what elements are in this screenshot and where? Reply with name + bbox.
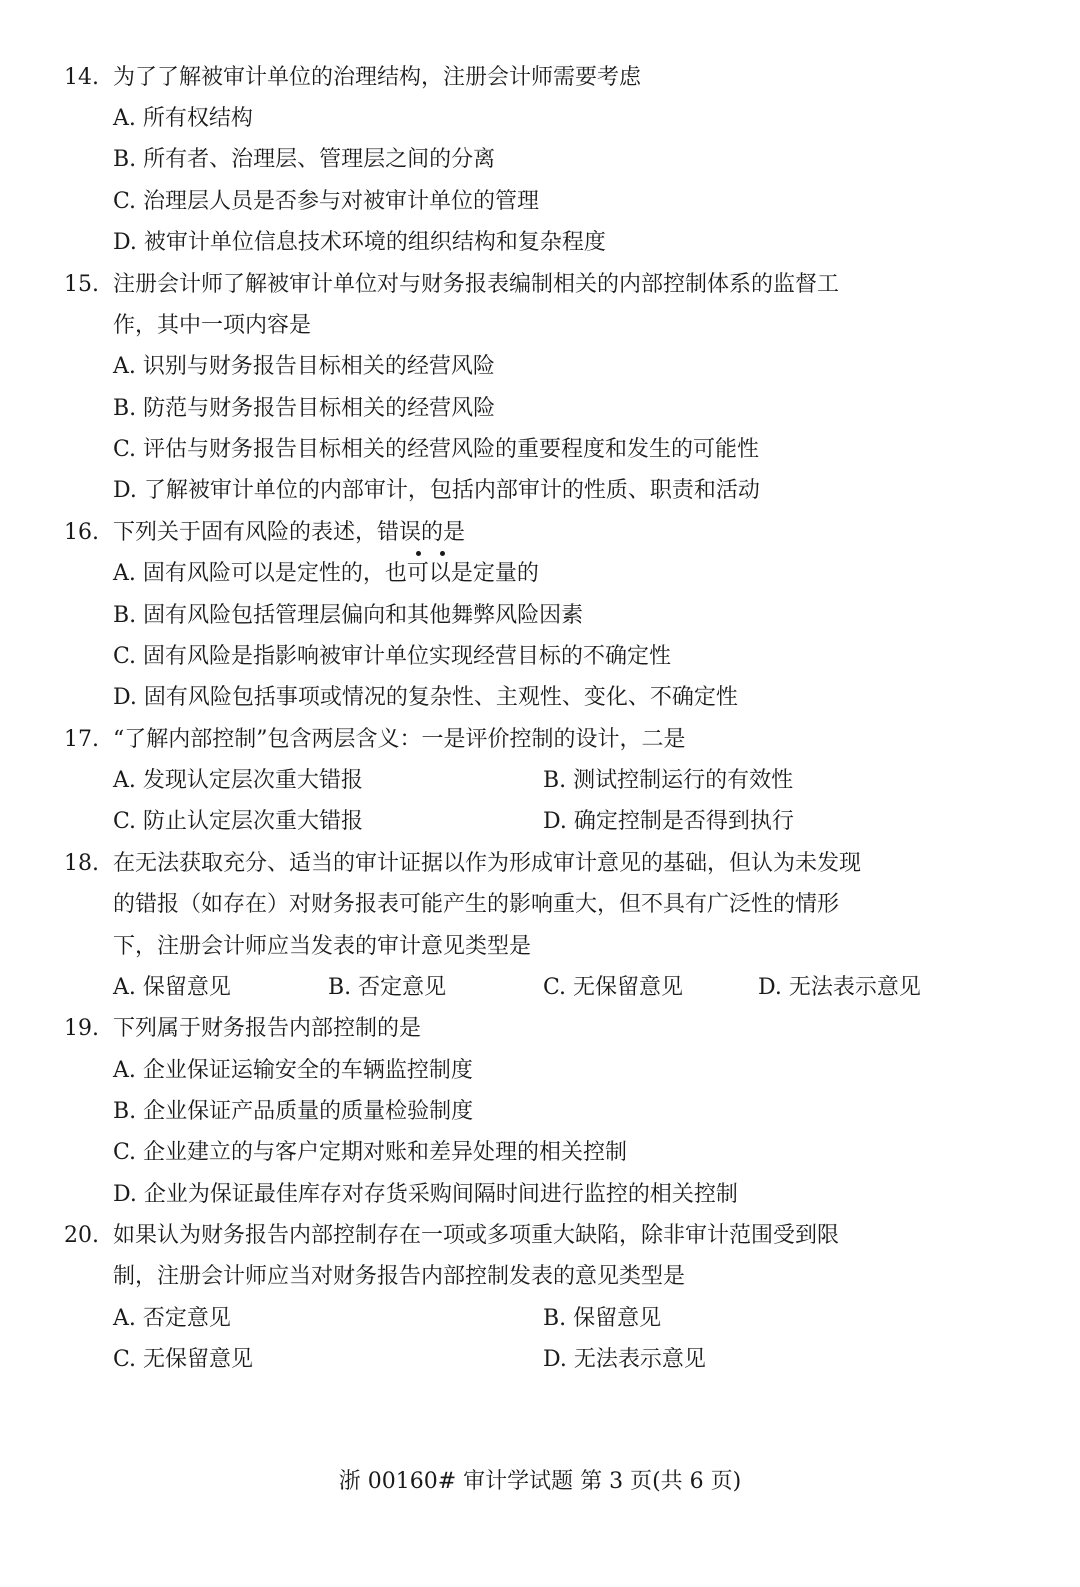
question-stem: 注册会计师了解被审计单位对与财务报表编制相关的内部控制体系的监督工 (113, 272, 840, 297)
option-d: D. 固有风险包括事项或情况的复杂性、主观性、变化、不确定性 (113, 685, 738, 710)
option-a: A. 否定意见 (113, 1306, 231, 1331)
question-stem: 下列属于财务报告内部控制的是 (113, 1016, 422, 1041)
option-a: A. 发现认定层次重大错报 (113, 768, 363, 793)
option-c: C. 防止认定层次重大错报 (113, 809, 364, 834)
option-c: C. 无保留意见 (543, 975, 684, 1000)
option-c: C. 固有风险是指影响被审计单位实现经营目标的不确定性 (113, 644, 672, 669)
question-stem: 作，其中一项内容是 (113, 313, 312, 338)
question-number: 20. (64, 1223, 99, 1248)
option-b: B. 企业保证产品质量的质量检验制度 (113, 1099, 474, 1124)
question-stem: 如果认为财务报告内部控制存在一项或多项重大缺陷，除非审计范围受到限 (113, 1223, 840, 1248)
question-stem: 下列关于固有风险的表述，错误的是 (113, 520, 466, 545)
option-a: A. 企业保证运输安全的车辆监控制度 (113, 1058, 473, 1083)
question-stem: 在无法获取充分、适当的审计证据以作为形成审计意见的基础，但认为未发现 (113, 851, 862, 876)
option-d: D. 无法表示意见 (543, 1347, 706, 1372)
question-stem: 制，注册会计师应当对财务报告内部控制发表的意见类型是 (113, 1264, 686, 1289)
option-b: B. 保留意见 (543, 1306, 662, 1331)
option-c: C. 无保留意见 (113, 1347, 254, 1372)
option-d: D. 企业为保证最佳库存对存货采购间隔时间进行监控的相关控制 (113, 1182, 738, 1207)
option-d: D. 无法表示意见 (758, 975, 921, 1000)
option-c: C. 企业建立的与客户定期对账和差异处理的相关控制 (113, 1140, 628, 1165)
question-stem: “了解内部控制”包含两层含义：一是评价控制的设计，二是 (113, 727, 686, 752)
option-a: A. 保留意见 (113, 975, 231, 1000)
option-b: B. 否定意见 (328, 975, 447, 1000)
option-d: D. 被审计单位信息技术环境的组织结构和复杂程度 (113, 230, 606, 255)
option-a: A. 固有风险可以是定性的，也可以是定量的 (113, 561, 539, 586)
question-number: 17. (64, 727, 99, 752)
option-b: B. 测试控制运行的有效性 (543, 768, 794, 793)
option-d: D. 了解被审计单位的内部审计，包括内部审计的性质、职责和活动 (113, 478, 760, 503)
option-b: B. 固有风险包括管理层偏向和其他舞弊风险因素 (113, 603, 584, 628)
question-number: 19. (64, 1016, 99, 1041)
option-c: C. 评估与财务报告目标相关的经营风险的重要程度和发生的可能性 (113, 437, 760, 462)
question-number: 18. (64, 851, 99, 876)
page-footer: 浙 00160# 审计学试题 第 3 页(共 6 页) (338, 1469, 742, 1494)
option-b: B. 所有者、治理层、管理层之间的分离 (113, 147, 496, 172)
option-c: C. 治理层人员是否参与对被审计单位的管理 (113, 189, 540, 214)
question-number: 14. (64, 65, 99, 90)
option-d: D. 确定控制是否得到执行 (543, 809, 794, 834)
option-a: A. 识别与财务报告目标相关的经营风险 (113, 354, 495, 379)
question-stem: 下，注册会计师应当发表的审计意见类型是 (113, 934, 532, 959)
option-b: B. 防范与财务报告目标相关的经营风险 (113, 396, 496, 421)
option-a: A. 所有权结构 (113, 106, 253, 131)
question-stem: 的错报（如存在）对财务报表可能产生的影响重大，但不具有广泛性的情形 (113, 892, 840, 917)
emphasis-dots (408, 551, 452, 557)
question-stem: 为了了解被审计单位的治理结构，注册会计师需要考虑 (113, 65, 642, 90)
question-number: 15. (64, 272, 99, 297)
question-number: 16. (64, 520, 99, 545)
